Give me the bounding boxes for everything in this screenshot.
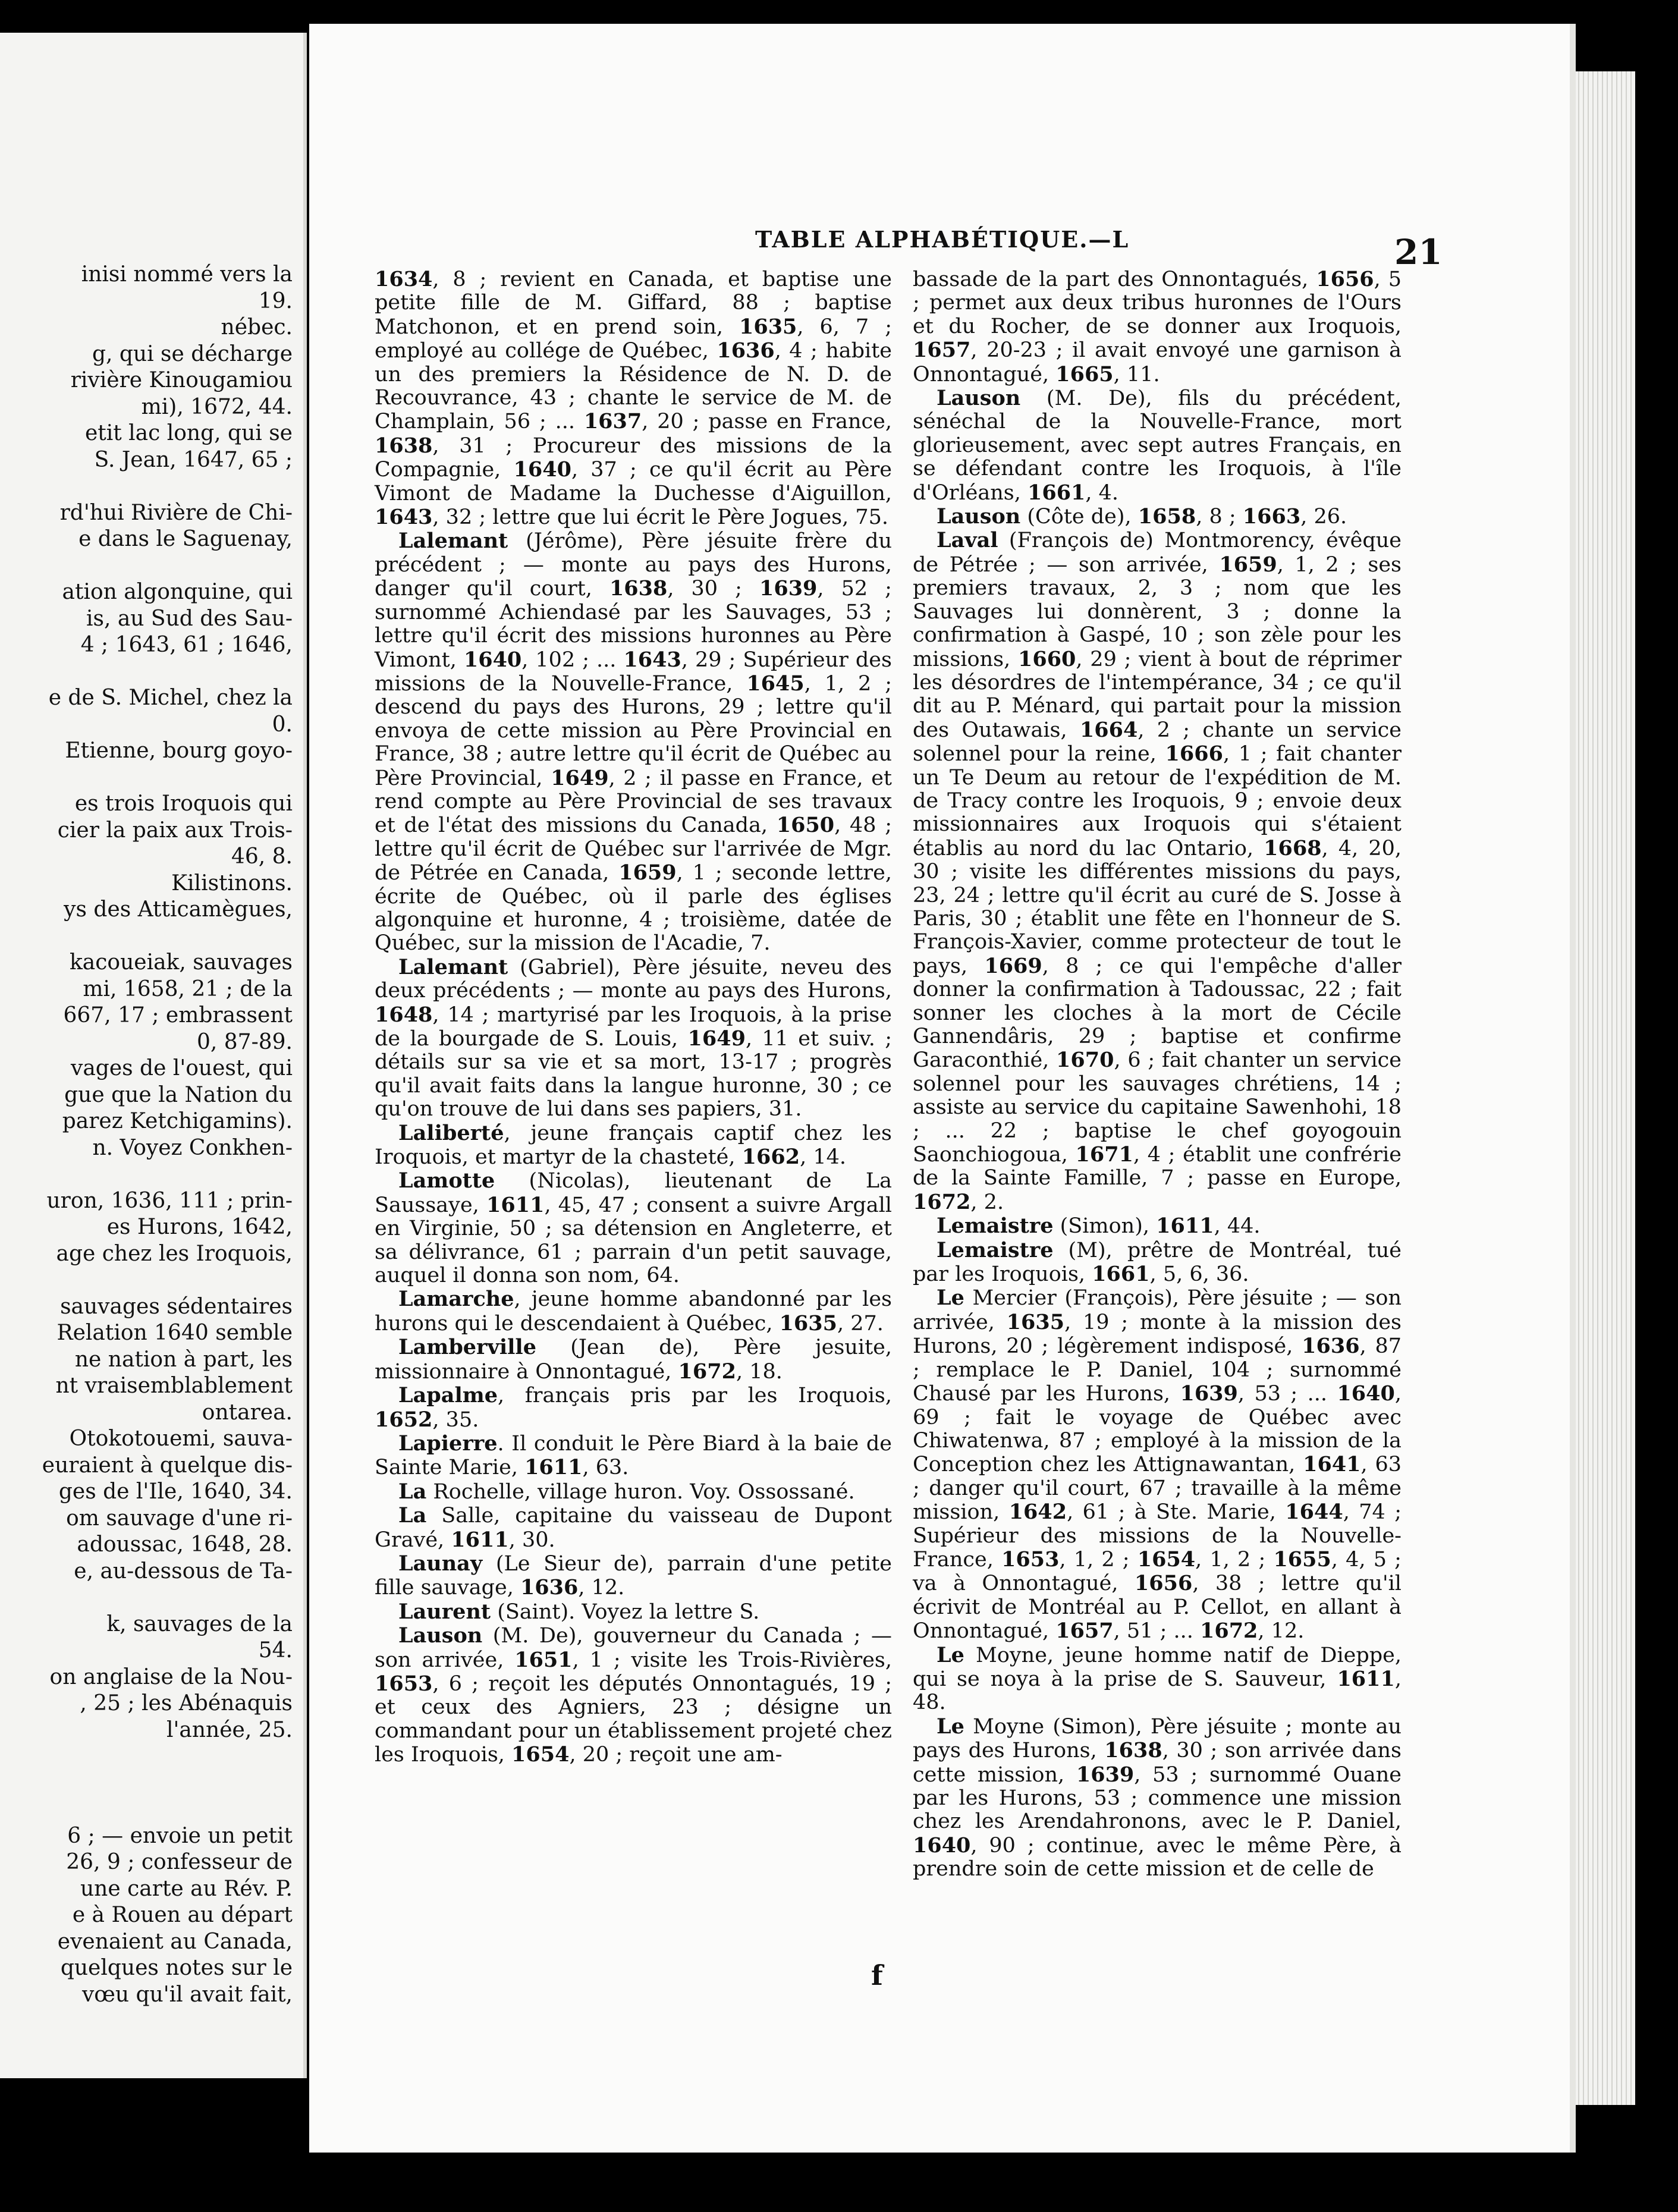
facing-page-line: Etienne, bourg goyo-	[65, 739, 293, 763]
facing-page-line: euraient à quelque dis-	[42, 1453, 293, 1478]
facing-page-line: kacoueiak, sauvages	[69, 950, 293, 975]
facing-page-line: 19.	[258, 288, 293, 313]
facing-page-line: Relation 1640 semble	[56, 1321, 293, 1345]
index-entry: Lemaistre (Simon), 1611, 44.	[937, 1214, 1261, 1239]
facing-page-line: 54.	[258, 1638, 293, 1663]
facing-page-line: is, au Sud des Sau-	[86, 606, 293, 631]
facing-page-line: es trois Iroquois qui	[74, 791, 293, 816]
facing-page-line: ys des Atticamègues,	[64, 897, 293, 922]
index-entry: Le Moyne, jeune homme natif de Dieppe, qui se noya à la prise de S. Sauveur, 1611, 48.	[913, 1642, 1402, 1715]
facing-page-line: ontarea.	[202, 1400, 293, 1425]
facing-page-line: 6 ; — envoie un petit	[67, 1823, 293, 1848]
index-entry: Lapierre. Il conduit le Père Biard à la baie de Sainte Marie, 1611, 63.	[375, 1431, 892, 1480]
index-entry: Lalemant (Jérôme), Père jésuite frère du précédent ; — monte au pays des Hurons, danger qu'il court, 1638, 30 ; 1639, 52 ; surnommé Achiendasé par les Sauvages, 53 ; lettre qu'il écrit des missions huronnes au Père Vimont, 1640, 102 ; ... 1643, 29 ; Supérieur des missions de la Nouvelle-France, 1645, 1, 2 ; descend du pays des Hurons, 29 ; lettre qu'il envoya de cette mission au Père Provincial en France, 38 ; autre lettre qu'il écrit de Québec au Père Provincial, 1649, 2 ; il passe en France, et rend compte au Père Provincial de ses travaux et de l'état des missions du Canada, 1650, 48 ; lettre qu'il écrit de Québec sur l'arrivée de Mgr. de Pétrée en Canada, 1659, 1 ; seconde lettre, écrite de Québec, où il parle des églises algonquine et huronne, 4 ; troisième, datée de Québec, sur la mission de l'Acadie, 7.	[375, 529, 892, 956]
index-column-left	[375, 268, 892, 1767]
signature-mark: f	[871, 1959, 883, 1991]
facing-page-line: cier la paix aux Trois-	[57, 818, 293, 843]
facing-page-line: e de S. Michel, chez la	[48, 686, 293, 710]
facing-page-line: n. Voyez Conkhen-	[92, 1135, 293, 1160]
facing-page-line: nébec.	[221, 315, 293, 340]
facing-page-line: , 25 ; les Abénaquis	[80, 1691, 293, 1715]
index-entry: Laval (François de) Montmorency, évêque de Pétrée ; — son arrivée, 1659, 1, 2 ; ses premiers travaux, 2, 3 ; nom que les Sauvages lui donnèrent, 3 ; donne la confirmation à Gaspé, 10 ; son zèle pour les missions, 1660, 29 ; vient à bout de réprimer les désordres de l'intempérance, 34 ; ce qu'il dit au P. Ménard, qui partait pour la mission des Outawais, 1664, 2 ; chante un service solennel pour la reine, 1666, 1 ; fait chanter un Te Deum au retour de l'expédition de M. de Tracy contre les Iroquois, 9 ; envoie deux missionnaires aux Iroquois qui s'étaient établis au nord du lac Ontario, 1668, 4, 20, 30 ; visite les différentes missions du pays, 23, 24 ; lettre qu'il écrit au curé de S. Josse à Paris, 30 ; établit une fête en l'honneur de S. François-Xavier, comme protecteur de tout le pays, 1669, 8 ; ce qui l'empêche d'aller donner la confirmation à Tadoussac, 22 ; fait sonner les cloches à la mort de Cécile Gannendâris, 29 ; baptise et confirme Garaconthié, 1670, 6 ; fait chanter un service solennel pour les sauvages chrétiens, 14 ; assiste au service du capitaine Sawenhohi, 18 ; ... 22 ; baptise le chef goyogouin Saonchiogoua, 1671, 4 ; établit une confrérie de la Sainte Famille, 7 ; passe en Europe, 1672, 2.	[913, 528, 1402, 1214]
facing-page-line: evenaient au Canada,	[57, 1929, 293, 1954]
index-entry: Lamberville (Jean de), Père jesuite, missionnaire à Onnontagué, 1672, 18.	[375, 1335, 892, 1384]
facing-page-line: Kilistinons.	[171, 871, 293, 896]
facing-page-line: rivière Kinougamiou	[70, 368, 293, 392]
index-entry: Lapalme, français pris par les Iroquois, 1652, 35.	[375, 1383, 892, 1432]
index-entry: La Rochelle, village huron. Voy. Ossossané.	[398, 1479, 855, 1504]
facing-page-line: mi, 1658, 21 ; de la	[83, 976, 293, 1001]
facing-page-line: etit lac long, qui se	[84, 421, 293, 445]
index-entry: Le Moyne (Simon), Père jésuite ; monte au pays des Hurons, 1638, 30 ; son arrivée dans cette mission, 1639, 53 ; surnommé Ouane par les Hurons, 53 ; commence une mission chez les Arendahronons, avec le P. Daniel, 1640, 90 ; continue, avec le même Père, à prendre soin de cette mission et de celle de	[913, 1714, 1402, 1881]
facing-page-line: Otokotouemi, sauva-	[69, 1427, 293, 1451]
facing-page-line: on anglaise de la Nou-	[49, 1664, 293, 1689]
facing-page-line: quelques notes sur le	[60, 1956, 293, 1980]
facing-page-line: parez Ketchigamins).	[62, 1109, 293, 1133]
facing-page-line: 46, 8.	[231, 844, 293, 869]
index-entry: Lauson (M. De), fils du précédent, sénéchal de la Nouvelle-France, mort glorieusement, avec sept autres Français, en se défendant contre les Iroquois, à l'île d'Orléans, 1661, 4.	[913, 386, 1402, 505]
facing-page-line: ation algonquine, qui	[62, 580, 293, 604]
index-entry: Lauson (M. De), gouverneur du Canada ; — son arrivée, 1651, 1 ; visite les Trois-Rivières, 1653, 6 ; reçoit les députés Onnontagués, 19 ; et ceux des Agniers, 23 ; désigne un commandant pour un établissement projeté chez les Iroquois, 1654, 20 ; reçoit une am-	[375, 1623, 892, 1767]
facing-page-line: ne nation à part, les	[74, 1347, 293, 1372]
facing-page-line: vages de l'ouest, qui	[70, 1056, 293, 1080]
facing-page-line: e à Rouen au départ	[72, 1903, 293, 1927]
index-entry: La Salle, capitaine du vaisseau de Dupont Gravé, 1611, 30.	[375, 1503, 892, 1552]
facing-page-line: om sauvage d'une ri-	[66, 1506, 293, 1531]
facing-page-line: une carte au Rév. P.	[80, 1876, 293, 1901]
facing-page-line: 4 ; 1643, 61 ; 1646,	[80, 633, 293, 657]
facing-page-line: S. Jean, 1647, 65 ;	[94, 447, 293, 472]
facing-page-line: k, sauvages de la	[106, 1611, 293, 1636]
facing-page-line: gue que la Nation du	[64, 1082, 293, 1107]
facing-page-line: vœu qu'il avait fait,	[81, 1982, 293, 2007]
index-entry: Launay (Le Sieur de), parrain d'une petite fille sauvage, 1636, 12.	[375, 1551, 892, 1600]
index-entry: 1634, 8 ; revient en Canada, et baptise une petite fille de M. Giffard, 88 ; baptise Matchonon, et en prend soin, 1635, 6, 7 ; employé au collége de Québec, 1636, 4 ; habite un des premiers la Résidence de N. D. de Recouvrance, 43 ; chante le service de M. de Champlain, 56 ; ... 1637, 20 ; passe en France, 1638, 31 ; Procureur des missions de la Compagnie, 1640, 37 ; ce qu'il écrit au Père Vimont de Madame la Duchesse d'Aiguillon, 1643, 32 ; lettre que lui écrit le Père Jogues, 75.	[375, 267, 893, 530]
facing-page-line: 0, 87-89.	[196, 1029, 293, 1054]
index-entry: Lalemant (Gabriel), Père jésuite, neveu des deux précédents ; — monte au pays des Hurons, 1648, 14 ; martyrisé par les Iroquois, à la prise de la bourgade de S. Louis, 1649, 11 et suiv. ; détails sur sa vie et sa mort, 13-17 ; progrès qu'il avait faits dans la langue huronne, 30 ; ce qu'on trouve de lui dans ses papiers, 31.	[375, 954, 892, 1121]
index-entry: bassade de la part des Onnontagués, 1656, 5 ; permet aux deux tribus huronnes de l'Ours et du Rocher, de se donner aux Iroquois, 1657, 20-23 ; il avait envoyé une garnison à Onnontagué, 1665, 11.	[913, 267, 1402, 387]
facing-page-line: inisi nommé vers la	[81, 262, 293, 287]
index-entry: Lamarche, jeune homme abandonné par les hurons qui le descendaient à Québec, 1635, 27.	[375, 1287, 892, 1336]
facing-page-line: e dans le Saguenay,	[78, 527, 293, 551]
index-entry: Lemaistre (M), prêtre de Montréal, tué par les Iroquois, 1661, 5, 6, 36.	[913, 1237, 1402, 1287]
facing-page-line: g, qui se décharge	[92, 341, 293, 366]
facing-page-line: uron, 1636, 111 ; prin-	[46, 1188, 293, 1213]
running-head: TABLE ALPHABÉTIQUE.—L	[755, 226, 1130, 253]
facing-page-line: 26, 9 ; confesseur de	[66, 1850, 293, 1874]
index-entry: Laurent (Saint). Voyez la lettre S.	[398, 1599, 760, 1624]
facing-page-line: mi), 1672, 44.	[141, 394, 293, 419]
facing-page-line: adoussac, 1648, 28.	[77, 1532, 293, 1557]
facing-page-line: 0.	[272, 712, 293, 737]
facing-page-line: nt vraisemblablement	[55, 1374, 293, 1398]
facing-page-line: sauvages sédentaires	[60, 1294, 293, 1319]
facing-page-line: age chez les Iroquois,	[56, 1241, 293, 1266]
index-column-right	[913, 268, 1402, 1881]
page-number: 21	[1394, 232, 1443, 272]
facing-page-line: ges de l'Ile, 1640, 34.	[58, 1479, 293, 1504]
facing-page-line: rd'hui Rivière de Chi-	[59, 500, 293, 525]
index-entry: Lamotte (Nicolas), lieutenant de La Saussaye, 1611, 45, 47 ; consent a suivre Argall en Virginie, 50 ; sa détension en Angleterre, et sa délivrance, 61 ; parrain d'un petit sauvage, auquel il donna son nom, 64.	[375, 1168, 893, 1288]
index-entry: Lauson (Côte de), 1658, 8 ; 1663, 26.	[937, 504, 1347, 529]
facing-page-line: 667, 17 ; embrassent	[63, 1003, 293, 1028]
facing-page-line: l'année, 25.	[166, 1717, 293, 1742]
index-entry: Laliberté, jeune français captif chez les Iroquois, et martyr de la chasteté, 1662, 14.	[375, 1120, 892, 1170]
facing-page-left	[0, 33, 307, 2078]
facing-page-line: e, au-dessous de Ta-	[74, 1559, 293, 1583]
facing-page-line: es Hurons, 1642,	[106, 1215, 293, 1239]
index-entry: Le Mercier (François), Père jésuite ; — son arrivée, 1635, 19 ; monte à la mission des Hurons, 20 ; légèrement indisposé, 1636, 87 ; remplace le P. Daniel, 104 ; surnommé Chausé par les Hurons, 1639, 53 ; ... 1640, 69 ; fait le voyage de Québec avec Chiwatenwa, 87 ; employé à la mission de la Conception chez les Attignawantan, 1641, 63 ; danger qu'il court, 67 ; travaille à la même mission, 1642, 61 ; à Ste. Marie, 1644, 74 ; Supérieur des missions de la Nouvelle-France, 1653, 1, 2 ; 1654, 1, 2 ; 1655, 4, 5 ; va à Onnontagué, 1656, 38 ; lettre qu'il écrivit de Montréal au P. Cellot, en allant à Onnontagué, 1657, 51 ; ... 1672, 12.	[913, 1286, 1402, 1644]
